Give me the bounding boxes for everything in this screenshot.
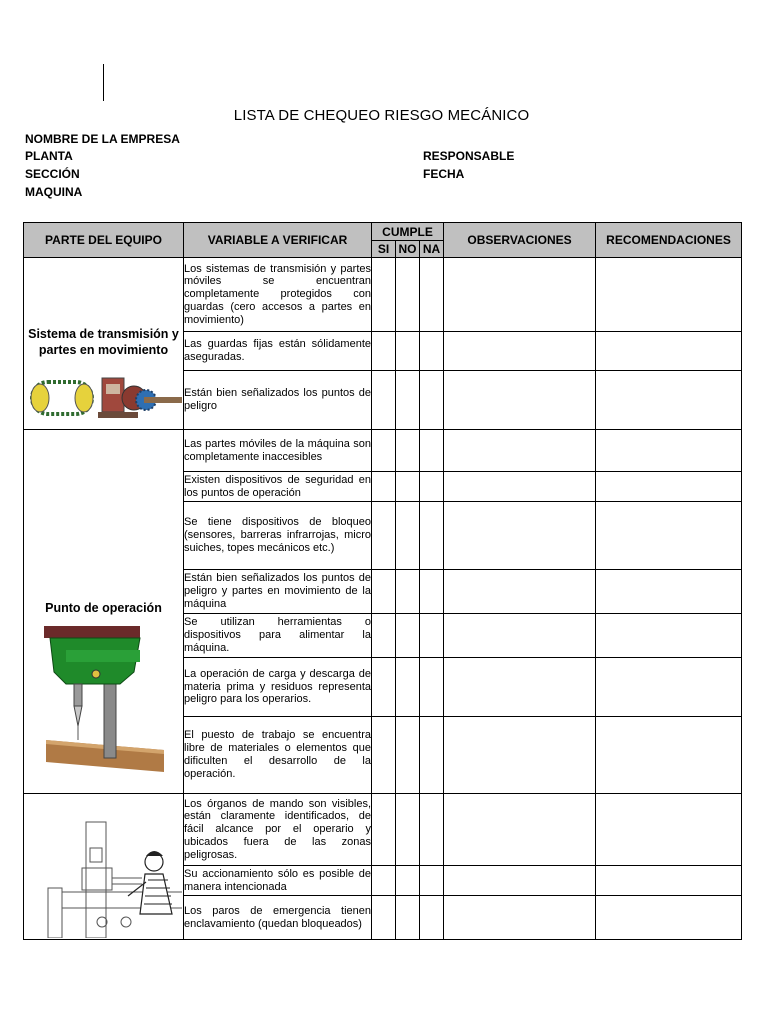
cell-na[interactable] bbox=[420, 658, 444, 717]
cell-si[interactable] bbox=[372, 502, 396, 570]
cell-recomendaciones[interactable] bbox=[596, 472, 742, 502]
header-recomendaciones: RECOMENDACIONES bbox=[596, 223, 742, 258]
cell-na[interactable] bbox=[420, 717, 444, 794]
field-empresa: NOMBRE DE LA EMPRESA bbox=[25, 132, 180, 146]
cell-na[interactable] bbox=[420, 472, 444, 502]
header-parte: PARTE DEL EQUIPO bbox=[24, 223, 184, 258]
header-no: NO bbox=[396, 241, 420, 258]
cell-observaciones[interactable] bbox=[444, 502, 596, 570]
cell-si[interactable] bbox=[372, 866, 396, 896]
cell-observaciones[interactable] bbox=[444, 371, 596, 430]
variable-item: Las guardas fijas están sólidamente aseguradas. bbox=[184, 332, 372, 371]
text-cursor bbox=[103, 64, 104, 101]
part-label-punto-operacion: Punto de operación bbox=[45, 601, 162, 615]
cell-si[interactable] bbox=[372, 658, 396, 717]
cell-no[interactable] bbox=[396, 614, 420, 658]
cell-recomendaciones[interactable] bbox=[596, 502, 742, 570]
cell-si[interactable] bbox=[372, 570, 396, 614]
cell-na[interactable] bbox=[420, 570, 444, 614]
belt-and-gear-illustration bbox=[26, 372, 182, 424]
cell-recomendaciones[interactable] bbox=[596, 794, 742, 866]
cell-observaciones[interactable] bbox=[444, 794, 596, 866]
cell-si[interactable] bbox=[372, 472, 396, 502]
cell-no[interactable] bbox=[396, 717, 420, 794]
variable-item: Los sistemas de transmisión y partes móviles se encuentran completamente protegidos con guardas (cero accesos a partes en movimiento) bbox=[184, 258, 372, 332]
cell-recomendaciones[interactable] bbox=[596, 614, 742, 658]
variable-item: La operación de carga y descarga de materia prima y residuos representa peligro para los operarios. bbox=[184, 658, 372, 717]
header-cumple: CUMPLE bbox=[372, 223, 444, 241]
cell-no[interactable] bbox=[396, 332, 420, 371]
variable-item: Se utilizan herramientas o dispositivos para alimentar la máquina. bbox=[184, 614, 372, 658]
cell-si[interactable] bbox=[372, 614, 396, 658]
variable-item: Se tiene dispositivos de bloqueo (sensores, barreras infrarrojas, micro suiches, topes mecánicos etc.) bbox=[184, 502, 372, 570]
drill-press-illustration bbox=[44, 622, 168, 772]
variable-item: Las partes móviles de la máquina son completamente inaccesibles bbox=[184, 430, 372, 472]
cell-observaciones[interactable] bbox=[444, 472, 596, 502]
part-label-transmision: Sistema de transmisión y partes en movimiento bbox=[28, 327, 179, 357]
cell-observaciones[interactable] bbox=[444, 570, 596, 614]
cell-na[interactable] bbox=[420, 371, 444, 430]
machine-operator-illustration bbox=[42, 818, 192, 938]
variable-item: Los paros de emergencia tienen enclavamiento (quedan bloqueados) bbox=[184, 896, 372, 940]
cell-recomendaciones[interactable] bbox=[596, 332, 742, 371]
cell-na[interactable] bbox=[420, 430, 444, 472]
cell-recomendaciones[interactable] bbox=[596, 896, 742, 940]
cell-recomendaciones[interactable] bbox=[596, 258, 742, 332]
cell-si[interactable] bbox=[372, 430, 396, 472]
cell-si[interactable] bbox=[372, 258, 396, 332]
cell-na[interactable] bbox=[420, 896, 444, 940]
cell-recomendaciones[interactable] bbox=[596, 717, 742, 794]
cell-na[interactable] bbox=[420, 332, 444, 371]
variable-item: Están bien señalizados los puntos de peligro bbox=[184, 371, 372, 430]
cell-observaciones[interactable] bbox=[444, 866, 596, 896]
header-variable: VARIABLE A VERIFICAR bbox=[184, 223, 372, 258]
variable-item: Su accionamiento sólo es posible de manera intencionada bbox=[184, 866, 372, 896]
field-fecha: FECHA bbox=[423, 167, 465, 181]
cell-recomendaciones[interactable] bbox=[596, 866, 742, 896]
cell-observaciones[interactable] bbox=[444, 658, 596, 717]
cell-observaciones[interactable] bbox=[444, 332, 596, 371]
part-cell-transmision bbox=[24, 258, 184, 430]
cell-recomendaciones[interactable] bbox=[596, 658, 742, 717]
cell-no[interactable] bbox=[396, 371, 420, 430]
cell-no[interactable] bbox=[396, 896, 420, 940]
cell-observaciones[interactable] bbox=[444, 258, 596, 332]
cell-no[interactable] bbox=[396, 502, 420, 570]
document-title: LISTA DE CHEQUEO RIESGO MECÁNICO bbox=[233, 107, 530, 124]
cell-observaciones[interactable] bbox=[444, 717, 596, 794]
cell-na[interactable] bbox=[420, 794, 444, 866]
cell-na[interactable] bbox=[420, 866, 444, 896]
cell-na[interactable] bbox=[420, 502, 444, 570]
cell-no[interactable] bbox=[396, 570, 420, 614]
variable-item: Los órganos de mando son visibles, están claramente identificados, de fácil alcance por el operario y ubicados fuera de las zonas peligrosas. bbox=[184, 794, 372, 866]
cell-observaciones[interactable] bbox=[444, 614, 596, 658]
cell-recomendaciones[interactable] bbox=[596, 371, 742, 430]
variable-item: Están bien señalizados los puntos de peligro y partes en movimiento de la máquina bbox=[184, 570, 372, 614]
checklist-table bbox=[23, 222, 742, 940]
cell-na[interactable] bbox=[420, 258, 444, 332]
cell-no[interactable] bbox=[396, 430, 420, 472]
cell-no[interactable] bbox=[396, 658, 420, 717]
cell-si[interactable] bbox=[372, 717, 396, 794]
field-maquina: MAQUINA bbox=[25, 185, 83, 199]
cell-si[interactable] bbox=[372, 332, 396, 371]
variable-item: El puesto de trabajo se encuentra libre de materiales o elementos que dificulten el desarrollo de la operación. bbox=[184, 717, 372, 794]
header-si: SI bbox=[372, 241, 396, 258]
cell-no[interactable] bbox=[396, 472, 420, 502]
cell-no[interactable] bbox=[396, 258, 420, 332]
cell-no[interactable] bbox=[396, 794, 420, 866]
cell-si[interactable] bbox=[372, 371, 396, 430]
header-observaciones: OBSERVACIONES bbox=[444, 223, 596, 258]
field-planta: PLANTA bbox=[25, 149, 73, 163]
cell-na[interactable] bbox=[420, 614, 444, 658]
cell-si[interactable] bbox=[372, 896, 396, 940]
field-seccion: SECCIÓN bbox=[25, 167, 80, 181]
cell-recomendaciones[interactable] bbox=[596, 570, 742, 614]
cell-observaciones[interactable] bbox=[444, 430, 596, 472]
cell-si[interactable] bbox=[372, 794, 396, 866]
field-responsable: RESPONSABLE bbox=[423, 149, 515, 163]
variable-item: Existen dispositivos de seguridad en los puntos de operación bbox=[184, 472, 372, 502]
cell-observaciones[interactable] bbox=[444, 896, 596, 940]
cell-no[interactable] bbox=[396, 866, 420, 896]
part-cell-mandos bbox=[24, 794, 184, 940]
header-na: NA bbox=[420, 241, 444, 258]
part-cell-punto-operacion bbox=[24, 430, 184, 794]
cell-recomendaciones[interactable] bbox=[596, 430, 742, 472]
